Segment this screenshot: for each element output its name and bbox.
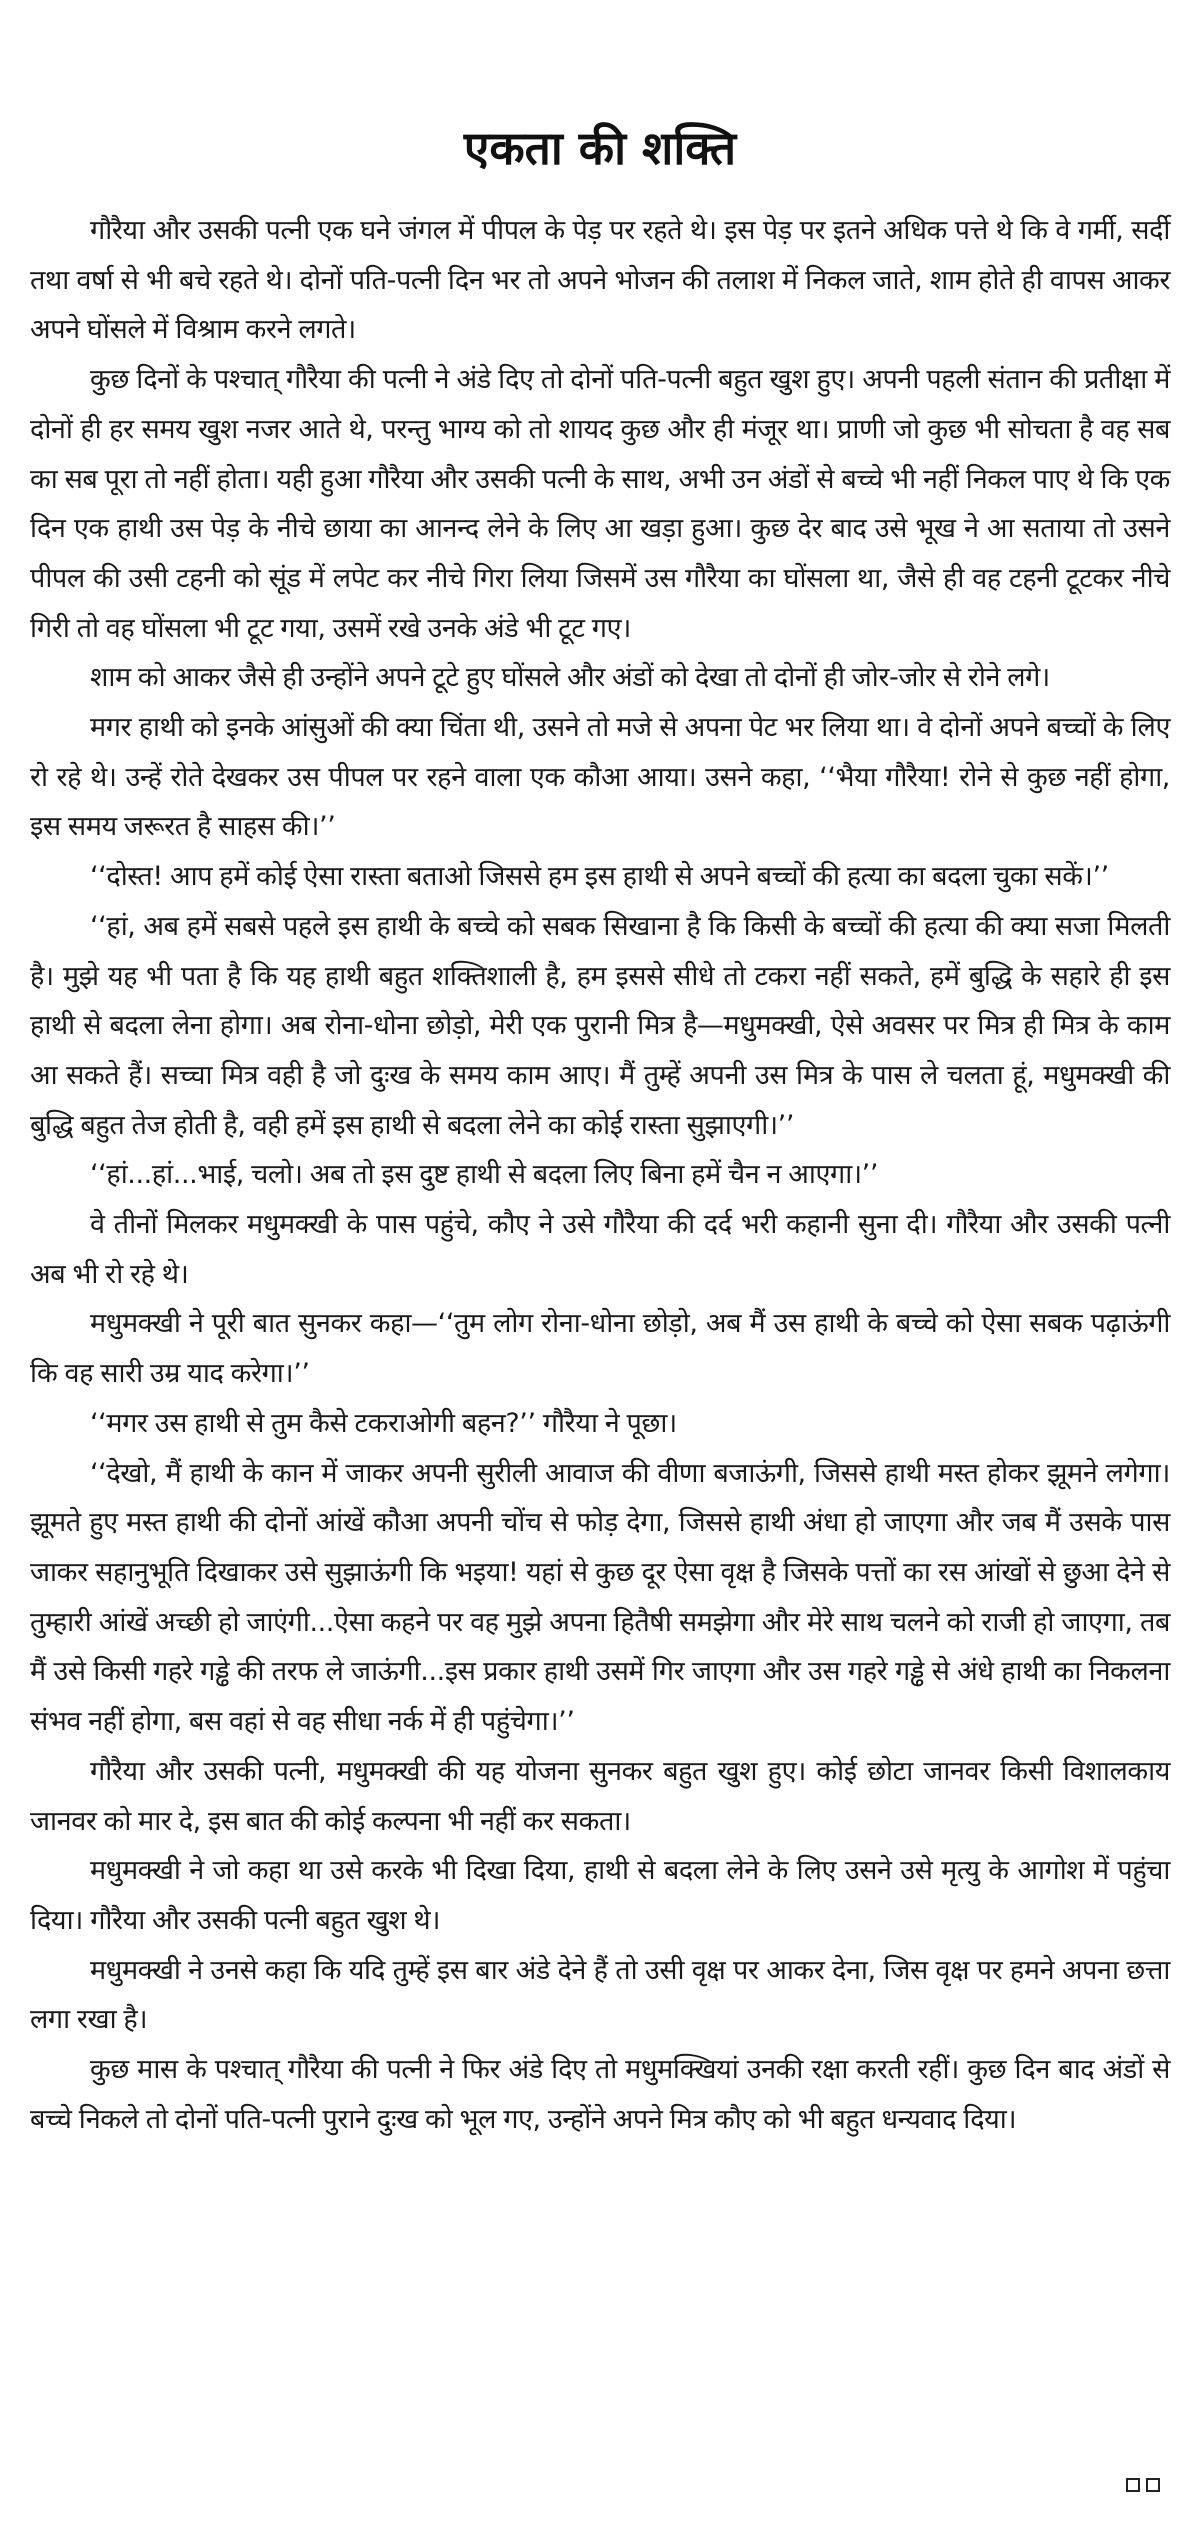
end-of-text-mark: [1126, 2478, 1160, 2492]
paragraph: ‘‘देखो, मैं हाथी के कान में जाकर अपनी सुरीली आवाज की वीणा बजाऊंगी, जिससे हाथी मस्त होकर झूमने लगेगा। झूमते हुए मस्त हाथी की दोनों आंखें कौआ अपनी चोंच से फोड़ देगा, जिससे हाथी अंधा हो जाएगा और जब मैं उसके पास जाकर सहानुभूति दिखाकर उसे सुझाऊंगी कि भइया! यहां से कुछ दूर ऐसा वृक्ष है जिसके पत्तों का रस आंखों से छुआ देने से तुम्हारी आंखें अच्छी हो जाएंगी...ऐसा कहने पर वह मुझे अपना हितैषी समझेगा और मेरे साथ चलने को राजी हो जाएगा, तब मैं उसे किसी गहरे गड्ढे की तरफ ले जाऊंगी...इस प्रकार हाथी उसमें गिर जाएगा और उस गहरे गड्ढे से अंधे हाथी का निकलना संभव नहीं होगा, बस वहां से वह सीधा नर्क में ही पहुंचेगा।’’: [30, 1457, 1170, 1738]
paragraph: ‘‘हां, अब हमें सबसे पहले इस हाथी के बच्चे को सबक सिखाना है कि किसी के बच्चों की हत्या की क्या सजा मिलती है। मुझे यह भी पता है कि यह हाथी बहुत शक्तिशाली है, हम इससे सीधे तो टकरा नहीं सकते, हमें बुद्धि के सहारे ही इस हाथी से बदला लेना होगा। अब रोना-धोना छोड़ो, मेरी एक पुरानी मित्र है—मधुमक्खी, ऐसे अवसर पर मित्र ही मित्र के काम आ सकते हैं। सच्चा मित्र वही है जो दुःख के समय काम आए। मैं तुम्हें अपनी उस मित्र के पास ले चलता हूं, मधुमक्खी की बुद्धि बहुत तेज होती है, वही हमें इस हाथी से बदला लेने का कोई रास्ता सुझाएगी।’’: [30, 910, 1171, 1141]
page-title: एकता की शक्ति: [463, 121, 737, 175]
paragraph: गौरैया और उसकी पत्नी, मधुमक्खी की यह योजना सुनकर बहुत खुश हुए। कोई छोटा जानवर किसी विशालकाय जानवर को मार दे, इस बात की कोई कल्पना भी नहीं कर सकता।: [30, 1755, 1170, 1837]
paragraph: ‘‘दोस्त! आप हमें कोई ऐसा रास्ता बताओ जिससे हम इस हाथी से अपने बच्चों की हत्या का बदला चुका सकें।’’: [90, 861, 1109, 893]
paragraph: गौरैया और उसकी पत्नी एक घने जंगल में पीपल के पेड़ पर रहते थे। इस पेड़ पर इतने अधिक पत्ते थे कि वे गर्मी, सर्दी तथा वर्षा से भी बचे रहते थे। दोनों पति-पत्नी दिन भर तो अपने भोजन की तलाश में निकल जाते, शाम होते ही वापस आकर अपने घोंसले में विश्राम करने लगते।: [30, 215, 1170, 346]
paragraph: वे तीनों मिलकर मधुमक्खी के पास पहुंचे, कौए ने उसे गौरैया की दर्द भरी कहानी सुना दी। गौरैया और उसकी पत्नी अब भी रो रहे थे।: [30, 1209, 1170, 1290]
paragraph: ‘‘हां...हां...भाई, चलो। अब तो इस दुष्ट हाथी से बदला लिए बिना हमें चैन न आएगा।’’: [90, 1159, 879, 1191]
paragraph: कुछ दिनों के पश्चात् गौरैया की पत्नी ने अंडे दिए तो दोनों पति-पत्नी बहुत खुश हुए। अपनी पहली संतान की प्रतीक्षा में दोनों ही हर समय खुश नजर आते थे, परन्तु भाग्य को तो शायद कुछ और ही मंजूर था। प्राणी जो कुछ भी सोचता है वह सब का सब पूरा तो नहीं होता। यही हुआ गौरैया और उसकी पत्नी के साथ, अभी उन अंडों से बच्चे भी नहीं निकल पाए थे कि एक दिन एक हाथी उस पेड़ के नीचे छाया का आनन्द लेने के लिए आ खड़ा हुआ। कुछ देर बाद उसे भूख ने आ सताया तो उसने पीपल की उसी टहनी को सूंड में लपेट कर नीचे गिरा लिया जिसमें उस गौरैया का घोंसला था, जैसे ही वह टहनी टूटकर नीचे गिरी तो वह घोंसला भी टूट गया, उसमें रखे उनके अंडे भी टूट गए।: [30, 364, 1170, 644]
story-body: [30, 206, 1170, 2144]
paragraph: शाम को आकर जैसे ही उन्होंने अपने टूटे हुए घोंसले और अंडों को देखा तो दोनों ही जोर-जोर से रोने लगे।: [90, 662, 1050, 694]
paragraph: ‘‘मगर उस हाथी से तुम कैसे टकराओगी बहन?’’ गौरैया ने पूछा।: [90, 1407, 677, 1439]
paragraph: मधुमक्खी ने उनसे कहा कि यदि तुम्हें इस बार अंडे देने हैं तो उसी वृक्ष पर आकर देना, जिस वृक्ष पर हमने अपना छत्ता लगा रखा है।: [30, 1954, 1170, 2036]
paragraph: कुछ मास के पश्चात् गौरैया की पत्नी ने फिर अंडे दिए तो मधुमक्खियां उनकी रक्षा करती रहीं। कुछ दिन बाद अंडों से बच्चे निकले तो दोनों पति-पत्नी पुराने दुःख को भूल गए, उन्होंने अपने मित्र कौए को भी बहुत धन्यवाद दिया।: [30, 2054, 1170, 2135]
square-icon: [1146, 2478, 1160, 2492]
square-icon: [1126, 2478, 1140, 2492]
paragraph: मगर हाथी को इनके आंसुओं की क्या चिंता थी, उसने तो मजे से अपना पेट भर लिया था। वे दोनों अपने बच्चों के लिए रो रहे थे। उन्हें रोते देखकर उस पीपल पर रहने वाला एक कौआ आया। उसने कहा, ‘‘भैया गौरैया! रोने से कुछ नहीं होगा, इस समय जरूरत है साहस की।’’: [30, 712, 1170, 843]
paragraph: मधुमक्खी ने जो कहा था उसे करके भी दिखा दिया, हाथी से बदला लेने के लिए उसने उसे मृत्यु के आगोश में पहुंचा दिया। गौरैया और उसकी पत्नी बहुत खुश थे।: [30, 1855, 1170, 1936]
paragraph: मधुमक्खी ने पूरी बात सुनकर कहा—‘‘तुम लोग रोना-धोना छोड़ो, अब मैं उस हाथी के बच्चे को ऐसा सबक पढ़ाऊंगी कि वह सारी उम्र याद करेगा।’’: [30, 1308, 1170, 1390]
